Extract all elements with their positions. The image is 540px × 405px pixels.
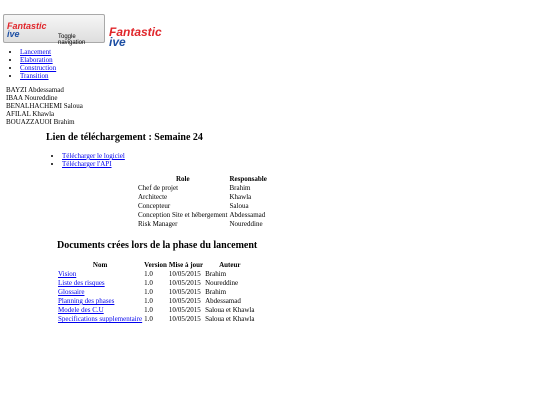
table-row: [137, 211, 268, 220]
doc-version-cell: 1.0: [144, 288, 153, 296]
nav-link-construction[interactable]: Construction: [20, 64, 57, 72]
doc-link-specifications-supplementaire[interactable]: Specifications supplementaire: [58, 315, 143, 323]
brand-logo-link[interactable]: [109, 27, 162, 47]
navbar-toggle-button[interactable]: [3, 14, 105, 46]
brand-logo-line2: ive: [109, 35, 126, 49]
table-row: [57, 288, 255, 297]
role-cell: Risk Manager: [138, 220, 178, 228]
download-item-api: [62, 160, 125, 168]
doc-link-modele-des-cu[interactable]: Modele des C.U: [58, 306, 104, 314]
role-cell: Chef de projet: [138, 184, 179, 192]
docs-header-mise-a-jour: Mise à jour: [168, 261, 204, 269]
doc-date-cell: 10/05/2015: [168, 297, 201, 305]
doc-author-cell: Abdessamad: [205, 297, 241, 305]
doc-name-cell: [57, 288, 143, 297]
phase-nav: [14, 48, 56, 80]
brand-logo: [109, 27, 162, 47]
table-row: [57, 297, 255, 306]
responsable-cell: Brahim: [229, 184, 251, 192]
download-item-software: [62, 152, 125, 160]
doc-date-cell: 10/05/2015: [168, 315, 201, 323]
doc-author-cell: Noureddine: [205, 279, 239, 287]
role-cell: Conception Site et hébergement: [138, 211, 228, 219]
responsable-cell: Abdessamad: [229, 211, 266, 219]
roles-header-responsable: Responsable: [229, 175, 267, 183]
documents-table: [57, 261, 255, 324]
team-member: BENALHACHEMI Saloua: [6, 102, 83, 110]
download-software-link[interactable]: Télécharger le logiciel: [62, 152, 125, 160]
docs-header-version: Version: [144, 261, 167, 269]
brand-logo-line1: Fantastic: [109, 25, 162, 39]
doc-name-cell: [57, 297, 143, 306]
doc-author-cell: Brahim: [205, 270, 227, 278]
doc-name-cell: [57, 306, 143, 315]
doc-name-cell: [57, 315, 143, 324]
doc-link-vision[interactable]: Vision: [58, 270, 77, 278]
team-member: BOUAZZAUOI Brahim: [6, 118, 75, 126]
download-links: [62, 152, 125, 168]
download-api-link[interactable]: Télécharger l'API: [62, 160, 112, 168]
toggle-logo: [7, 22, 47, 38]
doc-author-cell: Saloua et Khawla: [205, 315, 255, 323]
roles-header-role: Role: [175, 175, 190, 183]
doc-author-cell: Brahim: [205, 288, 227, 296]
team-member: BAYZI Abdessamad: [6, 86, 64, 94]
doc-name-cell: [57, 270, 143, 279]
responsable-cell: Khawla: [229, 193, 252, 201]
roles-header-row: [137, 175, 268, 184]
doc-link-planning-des-phases[interactable]: Planning des phases: [58, 297, 115, 305]
doc-date-cell: 10/05/2015: [168, 270, 201, 278]
table-row: [137, 193, 268, 202]
responsable-cell: Saloua: [229, 202, 249, 210]
download-section-title: Lien de téléchargement : Semaine 24: [46, 132, 203, 143]
doc-name-cell: [57, 279, 143, 288]
toggle-logo-line1: Fantastic: [7, 21, 47, 31]
doc-link-glossaire[interactable]: Glossaire: [58, 288, 85, 296]
table-row: [137, 220, 268, 229]
table-row: [57, 279, 255, 288]
documents-section-title: Documents crées lors de la phase du lancement: [57, 240, 258, 251]
doc-version-cell: 1.0: [144, 315, 153, 323]
toggle-navigation-label: Toggle navigation: [58, 34, 86, 46]
table-row: [137, 184, 268, 193]
table-row: [57, 306, 255, 315]
table-row: [57, 315, 255, 324]
nav-link-elaboration[interactable]: Elaboration: [20, 56, 53, 64]
doc-author-cell: Saloua et Khawla: [205, 306, 255, 314]
roles-table: [137, 175, 268, 229]
doc-version-cell: 1.0: [144, 270, 153, 278]
nav-item-lancement: [20, 48, 56, 56]
nav-item-elaboration: [20, 56, 56, 64]
toggle-logo-line2: ive: [7, 29, 20, 39]
doc-version-cell: 1.0: [144, 297, 153, 305]
table-row: [57, 270, 255, 279]
docs-header-row: [57, 261, 255, 270]
nav-link-transition[interactable]: Transition: [20, 72, 49, 80]
doc-version-cell: 1.0: [144, 279, 153, 287]
doc-version-cell: 1.0: [144, 306, 153, 314]
team-member: AFILAL Khawla: [6, 110, 55, 118]
team-list: [6, 86, 83, 126]
docs-header-auteur: Auteur: [219, 261, 241, 269]
doc-date-cell: 10/05/2015: [168, 306, 201, 314]
nav-link-lancement[interactable]: Lancement: [20, 48, 52, 56]
table-row: [137, 202, 268, 211]
team-member: IBAA Noureddine: [6, 94, 58, 102]
role-cell: Architecte: [138, 193, 168, 201]
responsable-cell: Noureddine: [229, 220, 263, 228]
doc-date-cell: 10/05/2015: [168, 288, 201, 296]
doc-date-cell: 10/05/2015: [168, 279, 201, 287]
doc-link-liste-des-risques[interactable]: Liste des risques: [58, 279, 105, 287]
nav-item-construction: [20, 64, 56, 72]
docs-header-nom: Nom: [92, 261, 108, 269]
role-cell: Concepteur: [138, 202, 171, 210]
nav-item-transition: [20, 72, 56, 80]
